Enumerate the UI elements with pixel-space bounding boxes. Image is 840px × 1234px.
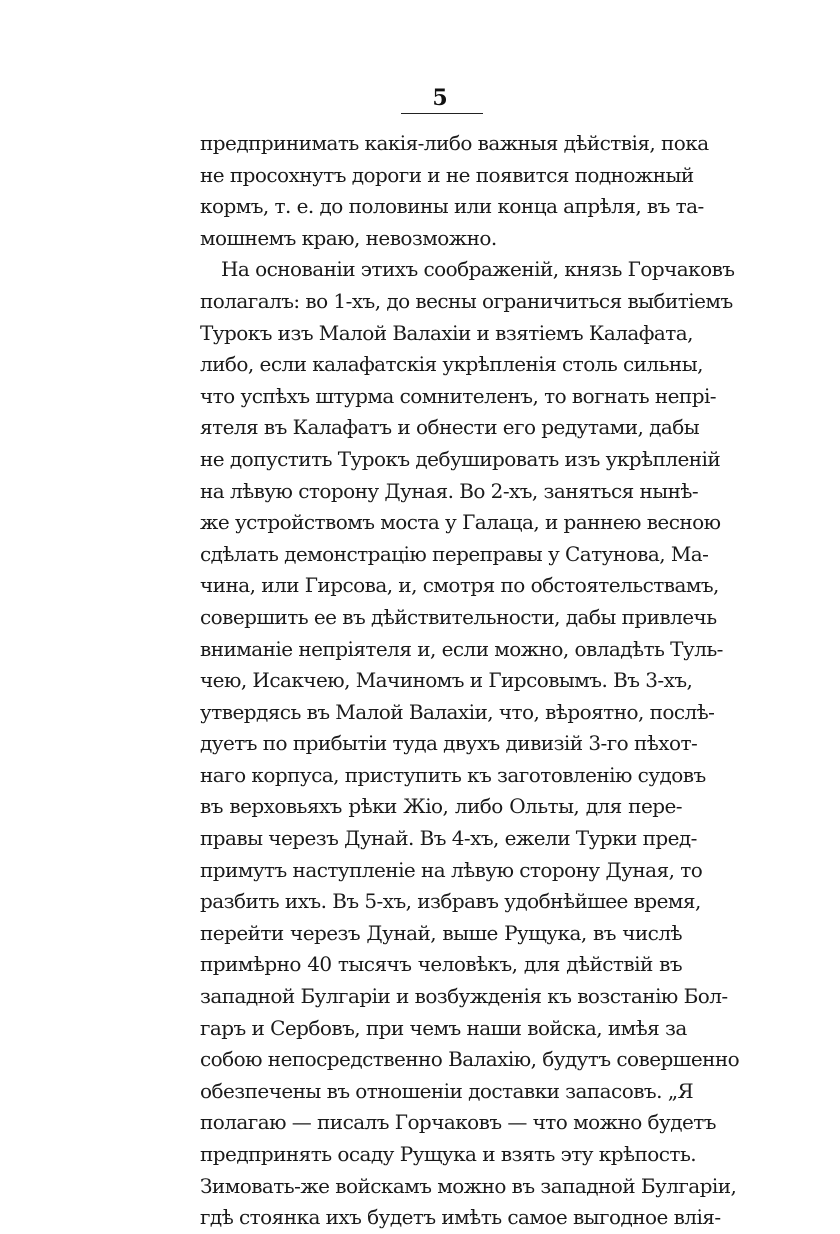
- paragraph-1: [200, 128, 709, 254]
- text-line: обезпечены въ отношеніи доставки запасовъ. „Я: [200, 1078, 694, 1103]
- text-line: утвердясь въ Малой Валахіи, что, вѣроятно, послѣ-: [200, 699, 715, 724]
- text-line: въ верховьяхъ рѣки Жіо, либо Ольты, для пере-: [200, 794, 682, 819]
- text-line: гаръ и Сербовъ, при чемъ наши войска, имѣя за: [200, 1015, 687, 1040]
- text-line: полагаю — писалъ Горчаковъ — что можно будетъ: [200, 1110, 716, 1135]
- text-line: предпринять осаду Рущука и взять эту крѣпость.: [200, 1142, 697, 1166]
- text-line: дуетъ по прибытіи туда двухъ дивизій 3-го пѣхот-: [200, 731, 698, 756]
- body-text: [200, 128, 740, 1234]
- text-line: примѣрно 40 тысячъ человѣкъ, для дѣйствій въ: [200, 952, 682, 977]
- text-line: собою непосредственно Валахію, будутъ совершенно: [200, 1047, 740, 1072]
- text-line: правы черезъ Дунай. Въ 4-хъ, ежели Турки пред-: [200, 826, 697, 851]
- text-line: предпринимать какія-либо важныя дѣйствія, пока: [200, 131, 709, 155]
- text-line: же устройствомъ моста у Галаца, и раннею весною: [200, 510, 721, 535]
- text-line: ятеля въ Калафатъ и обнести его редутами, дабы: [200, 415, 700, 440]
- text-line: полагалъ: во 1-хъ, до весны ограничиться выбитіемъ: [200, 288, 733, 313]
- paragraph-2: [200, 254, 740, 1233]
- text-line: западной Булгаріи и возбужденія къ возстанію Бол-: [200, 984, 728, 1009]
- text-line: чина, или Гирсова, и, смотря по обстоятельствамъ,: [200, 573, 719, 598]
- text-line: гдѣ стоянка ихъ будетъ имѣть самое выгодное влія-: [200, 1205, 721, 1230]
- text-line: чею, Исакчею, Мачиномъ и Гирсовымъ. Въ 3-хъ,: [200, 668, 693, 693]
- text-line: примутъ наступленіе на лѣвую сторону Дуная, то: [200, 857, 703, 882]
- header-rule: [401, 113, 483, 114]
- text-line: вниманіе непріятеля и, если можно, овладѣть Туль-: [200, 636, 723, 661]
- text-line: Турокъ изъ Малой Валахіи и взятіемъ Калафата,: [200, 320, 693, 345]
- page-number: 5: [432, 85, 448, 111]
- text-line: мошнемъ краю, невозможно.: [200, 225, 497, 250]
- text-line: не просохнутъ дороги и не появится подножный: [200, 162, 694, 187]
- text-line: что успѣхъ штурма сомнителенъ, то вогнать непрі-: [200, 383, 717, 408]
- text-line: кормъ, т. е. до половины или конца апрѣля, въ та-: [200, 194, 704, 219]
- text-line: на лѣвую сторону Дуная. Во 2-хъ, заняться нынѣ-: [200, 478, 699, 503]
- text-line: Зимовать-же войскамъ можно въ западной Булгаріи,: [200, 1173, 737, 1198]
- text-line: разбить ихъ. Въ 5-хъ, избравъ удобнѣйшее время,: [200, 889, 701, 914]
- text-line: совершить ее въ дѣйствительности, дабы привлечь: [200, 604, 717, 629]
- text-line: не допустить Турокъ дебушировать изъ укрѣпленій: [200, 446, 721, 471]
- text-line: На основаніи этихъ соображеній, князь Горчаковъ: [221, 257, 735, 282]
- text-line: наго корпуса, приступить къ заготовленію судовъ: [200, 762, 706, 787]
- text-line: либо, если калафатскія укрѣпленія столь сильны,: [200, 352, 703, 377]
- text-line: сдѣлать демонстрацію переправы у Сатунова, Ма-: [200, 541, 709, 566]
- text-line: перейти черезъ Дунай, выше Рущука, въ числѣ: [200, 920, 682, 945]
